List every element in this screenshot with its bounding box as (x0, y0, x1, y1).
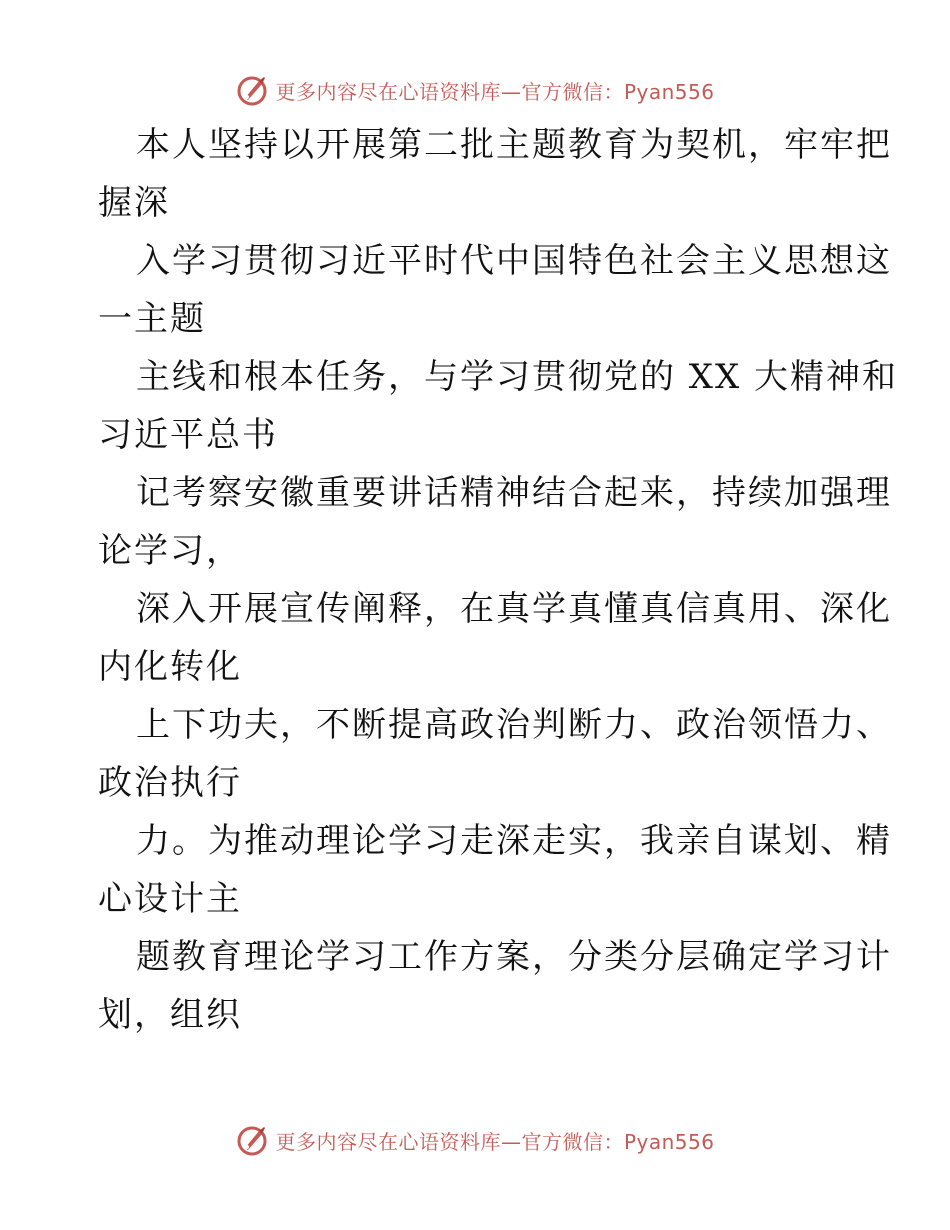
body-line: 心设计主 (98, 879, 242, 919)
body-line: 握深 (98, 183, 170, 223)
body-line: 政治执行 (98, 763, 242, 803)
body-line: 主线和根本任务，与学习贯彻党的 XX 大精神和 (136, 357, 899, 397)
body-line: 论学习， (98, 531, 242, 571)
header-banner-text: 更多内容尽在心语资料库—官方微信：Pyan556 (275, 79, 715, 104)
footer-banner-inner (235, 1123, 714, 1157)
header-banner (0, 70, 950, 110)
body-line: 内化转化 (98, 647, 242, 687)
header-banner-inner (235, 73, 714, 107)
body-line: 一主题 (98, 299, 206, 339)
document-body (98, 116, 899, 1044)
body-line: 力。为推动理论学习走深走实，我亲自谋划、精 (136, 821, 892, 861)
body-line: 入学习贯彻习近平时代中国特色社会主义思想这 (136, 241, 892, 281)
body-line: 本人坚持以开展第二批主题教育为契机，牢牢把 (136, 125, 892, 165)
body-line: 上下功夫，不断提高政治判断力、政治领悟力、 (136, 705, 892, 745)
body-line: 深入开展宣传阐释，在真学真懂真信真用、深化 (136, 589, 892, 629)
quill-pen-logo-icon (235, 1123, 269, 1157)
footer-banner (0, 1120, 950, 1160)
quill-pen-logo-icon (235, 73, 269, 107)
body-line: 划，组织 (98, 995, 242, 1035)
footer-banner-text: 更多内容尽在心语资料库—官方微信：Pyan556 (275, 1129, 715, 1154)
body-line: 记考察安徽重要讲话精神结合起来，持续加强理 (136, 473, 892, 513)
body-line: 习近平总书 (98, 415, 278, 455)
body-line: 题教育理论学习工作方案，分类分层确定学习计 (136, 937, 892, 977)
